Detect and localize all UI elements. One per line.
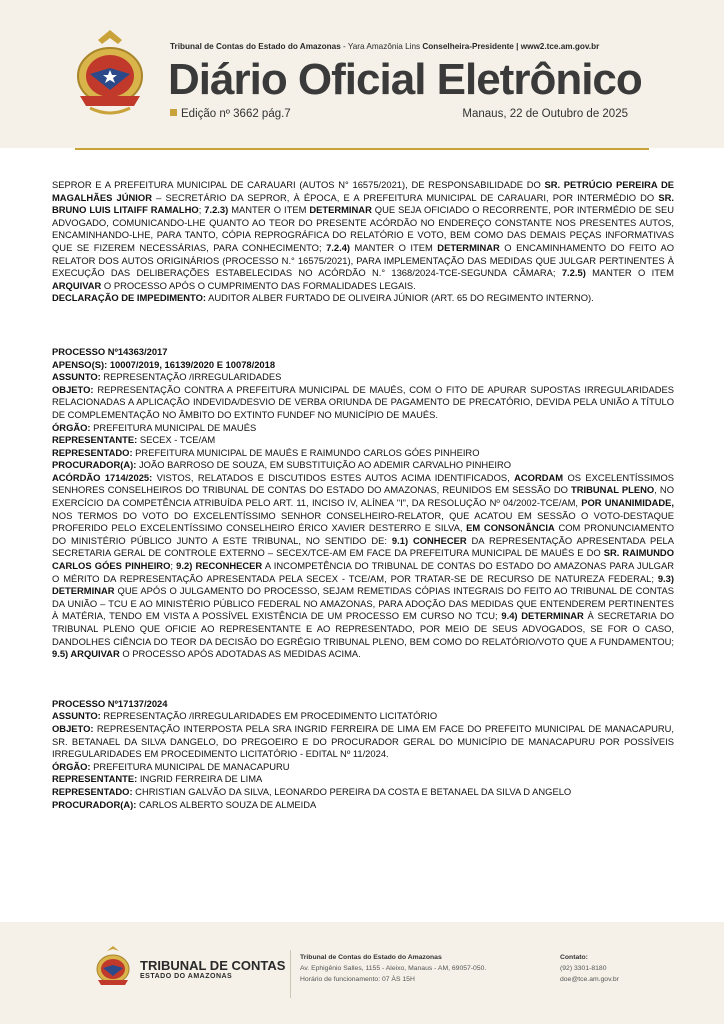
footer-brand-subtitle: ESTADO DO AMAZONAS <box>140 973 233 980</box>
page-title: Diário Oficial Eletrônico <box>168 55 642 104</box>
page-header <box>0 0 724 148</box>
edition-number: Edição nº 3662 pág.7 <box>181 108 291 120</box>
process-assunto: ASSUNTO: REPRESENTAÇÃO /IRREGULARIDADES EM PROCEDIMENTO LICITATÓRIO <box>52 710 438 722</box>
tribunal-role: Conselheira-Presidente <box>422 42 514 51</box>
footer-brand <box>140 958 285 980</box>
square-bullet-icon <box>170 109 177 116</box>
continuation-paragraph: SEPROR E A PREFEITURA MUNICIPAL DE CARAUARI (AUTOS N° 16575/2021), DE RESPONSABILIDADE DO SR. PETRÚCIO PEREIRA DE MAGALHÃES JÚNIOR – SECRETÁRIO DA SEPROR, À ÉPOCA, E A PREFEITURA MUNICIPAL DE CARAUARI, POR INTERMÉDIO DO SR. BRUNO LUIS LITAIFF RAMALHO; 7.2.3) MANTER O ITEM DETERMINAR QUE SEJA OFICIADO O RECORRENTE, POR INTERMÉDIO DE SEU ADVOGADO, COMUNICANDO-LHE QUANTO AO TEOR DO PRESENTE ACÓRDÃO NO ENDEREÇO CONSTANTE NOS PRESENTES AUTOS, ENCAMINHANDO-LHE, PARA TANTO, CÓPIA REPROGRÁFICA DO RELATÓRIO E VOTO, BEM COMO DAS DEMAIS PEÇAS INFORMATIVAS QUE SE FIZEREM NECESSÁRIAS, PARA CONHECIMENTO; 7.2.4) MANTER O ITEM DETERMINAR O ENCAMINHAMENTO DO FEITO AO RELATOR DOS AUTOS ORIGINÁRIOS (PROCESSO N.° 16575/2021), PARA IMPLEMENTAÇÃO DAS MEDIDAS QUE JULGAR PERTINENTES À EXECUÇÃO DAS DELIBERAÇÕES ESTABELECIDAS NO ACÓRDÃO N.° 1368/2024-TCE-SEGUNDA CÂMARA; 7.2.5) MANTER O ITEM ARQUIVAR O PROCESSO APÓS O CUMPRIMENTO DAS FORMALIDADES LEGAIS. <box>52 179 675 291</box>
declaration-impediment: DECLARAÇÃO DE IMPEDIMENTO: AUDITOR ALBER FURTADO DE OLIVEIRA JÚNIOR (ART. 65 DO REGIMENTO INTERNO). <box>52 292 594 304</box>
process-objeto: OBJETO: REPRESENTAÇÃO CONTRA A PREFEITURA MUNICIPAL DE MAUÉS, COM O FITO DE APURAR SUPOSTAS IRREGULARIDADES RELACIONADAS A APLICAÇÃO INDEVIDA/DESVIO DE VERBA ORIUNDA DE PAGAMENTO DE PRECATÓRIO, DEVIDA PELA UNIÃO A TÍTULO DE COMPLEMENTAÇÃO NO ÂMBITO DO EXTINTO FUNDEF NO MUNICÍPIO DE MAUÉS. <box>52 383 674 420</box>
contact-email[interactable]: doe@tce.am.gov.br <box>560 976 619 983</box>
process-apensos: APENSO(S): 10007/2019, 16139/2020 E 10078/2018 <box>52 358 276 370</box>
process-representado: REPRESENTADO: CHRISTIAN GALVÃO DA SILVA, LEONARDO PEREIRA DA COSTA E BETANAEL DA SILVA D ANGELO <box>52 785 572 797</box>
process-representado: REPRESENTADO: PREFEITURA MUNICIPAL DE MAUÉS E RAIMUNDO CARLOS GÓES PINHEIRO <box>52 446 480 458</box>
header-tribunal-line: Tribunal de Contas do Estado do Amazonas - Yara Amazônia Lins Conselheira-Presidente | www2.tce.am.gov.br <box>170 42 600 51</box>
tce-footer-logo <box>88 944 138 994</box>
contact-phone: (92) 3301-8180 <box>560 965 607 972</box>
header-divider <box>75 148 649 150</box>
footer-brand-title: TRIBUNAL DE CONTAS <box>140 958 286 973</box>
process-orgao: ÓRGÃO: PREFEITURA MUNICIPAL DE MAUÉS <box>52 421 257 433</box>
process-number: PROCESSO Nº14363/2017 <box>52 345 168 357</box>
process-representante: REPRESENTANTE: INGRID FERREIRA DE LIMA <box>52 773 263 785</box>
process-objeto: OBJETO: REPRESENTAÇÃO INTERPOSTA PELA SRA INGRID FERREIRA DE LIMA EM FACE DO PREFEITO MUNICIPAL DE MANACAPURU, SR. BETANAEL DA SILVA DANGELO, DO PREGOEIRO E DO PROCURADOR GERAL DO MUNICÍPIO DE MANACAPURU POR POSSÍVEIS IRREGULARIDADES EM PROCEDIMENTO LICITATÓRIO - EDITAL Nº 11/2024. <box>52 722 674 760</box>
tribunal-subtitle: Yara Amazônia Lins <box>347 42 421 51</box>
footer-contact: Contato: (92) 3301-8180 doe@tce.am.gov.br <box>560 954 619 983</box>
process-number: PROCESSO Nº17137/2024 <box>52 697 168 709</box>
process-representante: REPRESENTANTE: SECEX - TCE/AM <box>52 434 216 446</box>
footer-divider <box>290 950 291 998</box>
process-acordao: ACÓRDÃO 1714/2025: VISTOS, RELATADOS E DISCUTIDOS ESTES AUTOS ACIMA IDENTIFICADOS, ACORDAM OS EXCELENTÍSSIMOS SENHORES CONSELHEIROS DO TRIBUNAL DE CONTAS DO ESTADO DO AMAZONAS, REUNIDOS EM SESSÃO DO TRIBUNAL PLENO, NO EXERCÍCIO DA COMPETÊNCIA ATRIBUÍDA PELO ART. 11, INCISO IV, ALÍNEA "I", DA RESOLUÇÃO Nº 04/2002-TCE/AM, POR UNANIMIDADE, NOS TERMOS DO VOTO DO EXCELENTÍSSIMO SENHOR CONSELHEIRO-RELATOR, QUE ACATOU EM SESSÃO O VOTO-DESTAQUE PROFERIDO PELO EXCELENTÍSSIMO CONSELHEIRO ÉRICO XAVIER DESTERRO E SILVA, EM CONSONÂNCIA COM PRONUNCIAMENTO DO MINISTÉRIO PÚBLICO JUNTO A ESTE TRIBUNAL, NO SENTIDO DE: 9.1) CONHECER DA REPRESENTAÇÃO APRESENTADA PELA SECRETARIA GERAL DE CONTROLE EXTERNO – SECEX/TCE-AM EM FACE DA PREFEITURA MUNICIPAL DE MAUÉS E DO SR. RAIMUNDO CARLOS GÓES PINHEIRO; 9.2) RECONHECER A INCOMPETÊNCIA DO TRIBUNAL DE CONTAS DO ESTADO DO AMAZONAS PARA JULGAR O MÉRITO DA REPRESENTAÇÃO APRESENTADA PELA SECEX - TCE/AM, POR TRATAR-SE DE RECURSO DE NATUREZA FEDERAL; 9.3) DETERMINAR QUE APÓS O JULGAMENTO DO PROCESSO, SEJAM REMETIDAS CÓPIAS INTEGRAIS DO FEITO AO TRIBUNAL DE CONTAS DA UNIÃO – TCU E AO MINISTÉRIO PÚBLICO FEDERAL NO AMAZONAS, PARA ADOÇÃO DAS MEDIDAS QUE ENTENDEREM PERTINENTES À MATÉRIA, TENDO EM VISTA A POSSÍVEL EXISTÊNCIA DE UM PROCESSO EM CURSO NO TCU; 9.4) DETERMINAR À SECRETARIA DO TRIBUNAL PLENO QUE OFICIE AO REPRESENTANTE E AO REPRESENTADO, POR MEIO DE SEUS ADVOGADOS, SE FOR O CASO, DANDOLHES CIÊNCIA DO TEOR DA DECISÃO DO EGRÉGIO TRIBUNAL PLENO, BEM COMO DO RELATÓRIO/VOTO QUE A FUNDAMENTOU; 9.5) ARQUIVAR O PROCESSO APÓS ADOTADAS AS MEDIDAS ACIMA. <box>52 471 675 660</box>
tribunal-website[interactable]: www2.tce.am.gov.br <box>520 42 600 51</box>
document-body <box>52 179 674 811</box>
footer-address: Tribunal de Contas do Estado do Amazonas Av. Ephigênio Salles, 1155 - Aleixo, Manaus - AM, 69057-050. Horário de funcionamento: 07 ÀS 15H <box>300 954 487 983</box>
process-procurador: PROCURADOR(A): CARLOS ALBERTO SOUZA DE ALMEIDA <box>52 798 317 810</box>
publication-date: Manaus, 22 de Outubro de 2025 <box>462 108 628 120</box>
process-assunto: ASSUNTO: REPRESENTAÇÃO /IRREGULARIDADES <box>52 371 282 383</box>
process-orgao: ÓRGÃO: PREFEITURA MUNICIPAL DE MANACAPURU <box>52 760 290 772</box>
tce-coat-of-arms-logo <box>60 26 160 126</box>
process-procurador: PROCURADOR(A): JOÃO BARROSO DE SOUZA, EM SUBSTITUIÇÃO AO ADEMIR CARVALHO PINHEIRO <box>52 459 512 471</box>
tribunal-name: Tribunal de Contas do Estado do Amazonas <box>170 42 341 51</box>
page-footer <box>0 922 724 1024</box>
edition-info <box>170 108 291 120</box>
